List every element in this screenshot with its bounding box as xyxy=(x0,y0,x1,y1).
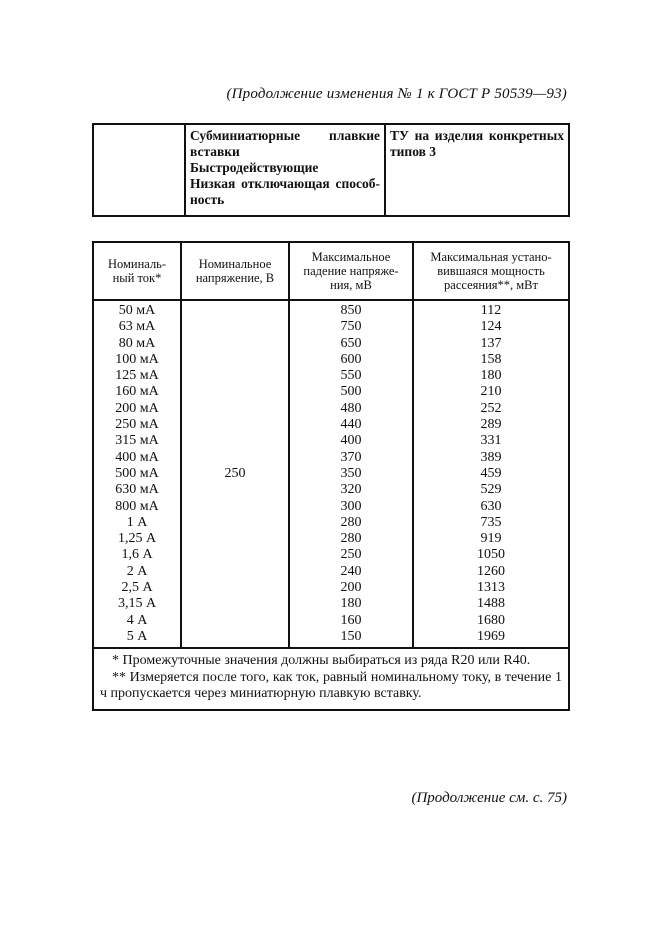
table-cell-power: 1313 xyxy=(477,580,505,596)
table-cell-drop: 320 xyxy=(340,482,362,498)
table-notes xyxy=(93,648,569,710)
table-cell-drop: 200 xyxy=(340,580,362,596)
table-cell-drop: 400 xyxy=(340,433,362,449)
table-cell-drop: 250 xyxy=(340,547,362,563)
table-cell-current: 1 А xyxy=(126,514,148,530)
page-header-continuation: (Продолжение изменения № 1 к ГОСТ Р 50539—93) xyxy=(226,86,567,102)
table-cell-drop: 480 xyxy=(340,400,362,416)
table-cell-power: 180 xyxy=(480,368,502,384)
table-cell-drop: 500 xyxy=(340,384,362,400)
table-cell-power: 529 xyxy=(480,482,502,498)
table-cell-current: 1,25 А xyxy=(117,531,157,547)
table-cell-power: 112 xyxy=(480,303,502,318)
table-cell-power: 389 xyxy=(480,449,502,465)
fuse-type-cell xyxy=(185,124,385,216)
table-cell-power: 124 xyxy=(480,319,502,335)
fuse-type-line: Субминиатюрные плавкие xyxy=(190,128,380,143)
rated-current-column xyxy=(93,300,181,648)
empty-cell xyxy=(93,124,185,216)
spec-reference-cell xyxy=(385,124,569,216)
fuse-parameters-table xyxy=(92,241,570,711)
header-max-voltage-drop: Максимальное падение напряже- ния, мВ xyxy=(289,242,413,300)
power-dissipation-column xyxy=(413,300,569,648)
table-cell-current: 250 мА xyxy=(115,417,159,433)
table-cell-drop: 160 xyxy=(340,612,362,628)
header-rated-current: Номиналь- ный ток* xyxy=(93,242,181,300)
fuse-type-line: ность xyxy=(190,192,225,207)
spec-line: ТУ на изделия конкретных xyxy=(390,128,564,143)
table-cell-power: 919 xyxy=(480,531,502,547)
table-cell-power: 252 xyxy=(480,400,502,416)
table-cell-current: 160 мА xyxy=(115,384,159,400)
table-cell-power: 289 xyxy=(480,417,502,433)
fuse-type-line: Низкая отключающая способ- xyxy=(190,176,380,191)
table-cell-current: 4 А xyxy=(126,612,148,628)
table-cell-drop: 370 xyxy=(340,449,362,465)
table-cell-drop: 280 xyxy=(340,514,362,530)
table-cell-current: 80 мА xyxy=(118,335,156,351)
fuse-type-line: Быстродействующие xyxy=(190,160,319,175)
table-cell-power: 1680 xyxy=(477,612,505,628)
table-cell-drop: 240 xyxy=(340,563,362,579)
table-cell-drop: 750 xyxy=(340,319,362,335)
designation-table xyxy=(92,123,570,217)
table-cell-drop: 280 xyxy=(340,531,362,547)
table-cell-power: 210 xyxy=(480,384,502,400)
page-footer-continuation: (Продолжение см. с. 75) xyxy=(411,790,567,806)
table-cell-current: 2,5 А xyxy=(121,580,153,596)
table-cell-current: 315 мА xyxy=(115,433,159,449)
header-rated-voltage: Номинальное напряжение, В xyxy=(181,242,289,300)
table-cell-power: 459 xyxy=(480,465,502,481)
table-cell-current: 630 мА xyxy=(115,482,159,498)
table-cell-current: 800 мА xyxy=(115,498,159,514)
fuse-type-line: вставки xyxy=(190,144,240,159)
table-cell-current: 1,6 А xyxy=(121,547,153,563)
note-1: * Промежуточные значения должны выбираться из ряда R20 или R40. xyxy=(112,653,531,669)
table-cell-current: 5 А xyxy=(126,628,148,644)
table-cell-drop: 350 xyxy=(340,465,362,481)
table-cell-current: 3,15 А xyxy=(117,596,157,612)
table-cell-current: 125 мА xyxy=(115,368,159,384)
table-cell-power: 137 xyxy=(480,335,502,351)
table-cell-current: 500 мА xyxy=(115,465,159,481)
table-cell-current: 100 мА xyxy=(115,351,159,367)
table-cell-current: 2 А xyxy=(126,563,148,579)
table-cell-drop: 550 xyxy=(340,368,362,384)
table-cell-drop: 600 xyxy=(340,351,362,367)
voltage-drop-column xyxy=(289,300,413,648)
table-cell-power: 1050 xyxy=(477,547,505,563)
table-cell-power: 630 xyxy=(480,498,502,514)
table-cell-current: 200 мА xyxy=(115,400,159,416)
table-cell-current: 50 мА xyxy=(118,303,156,318)
table-cell-current: 400 мА xyxy=(115,449,159,465)
rated-voltage-value: 250 xyxy=(181,300,289,648)
table-cell-power: 158 xyxy=(480,351,502,367)
table-cell-power: 1260 xyxy=(477,563,505,579)
table-cell-power: 735 xyxy=(480,514,502,530)
table-cell-power: 1969 xyxy=(477,628,505,644)
table-cell-drop: 300 xyxy=(340,498,362,514)
table-cell-drop: 650 xyxy=(340,335,362,351)
header-max-power-dissipation: Максимальная устано- вившаяся мощность рассеяния**, мВт xyxy=(413,242,569,300)
table-cell-current: 63 мА xyxy=(118,319,156,335)
table-cell-drop: 180 xyxy=(340,596,362,612)
spec-line: типов 3 xyxy=(390,144,437,159)
note-2: ** Измеряется после того, как ток, равный номинальному току, в течение 1 ч пропускается через миниатюрную плавкую вставку. xyxy=(100,669,562,702)
table-cell-drop: 150 xyxy=(340,628,362,644)
table-cell-power: 331 xyxy=(480,433,502,449)
table-cell-drop: 440 xyxy=(340,417,362,433)
table-cell-drop: 850 xyxy=(340,303,362,318)
table-cell-power: 1488 xyxy=(477,596,505,612)
